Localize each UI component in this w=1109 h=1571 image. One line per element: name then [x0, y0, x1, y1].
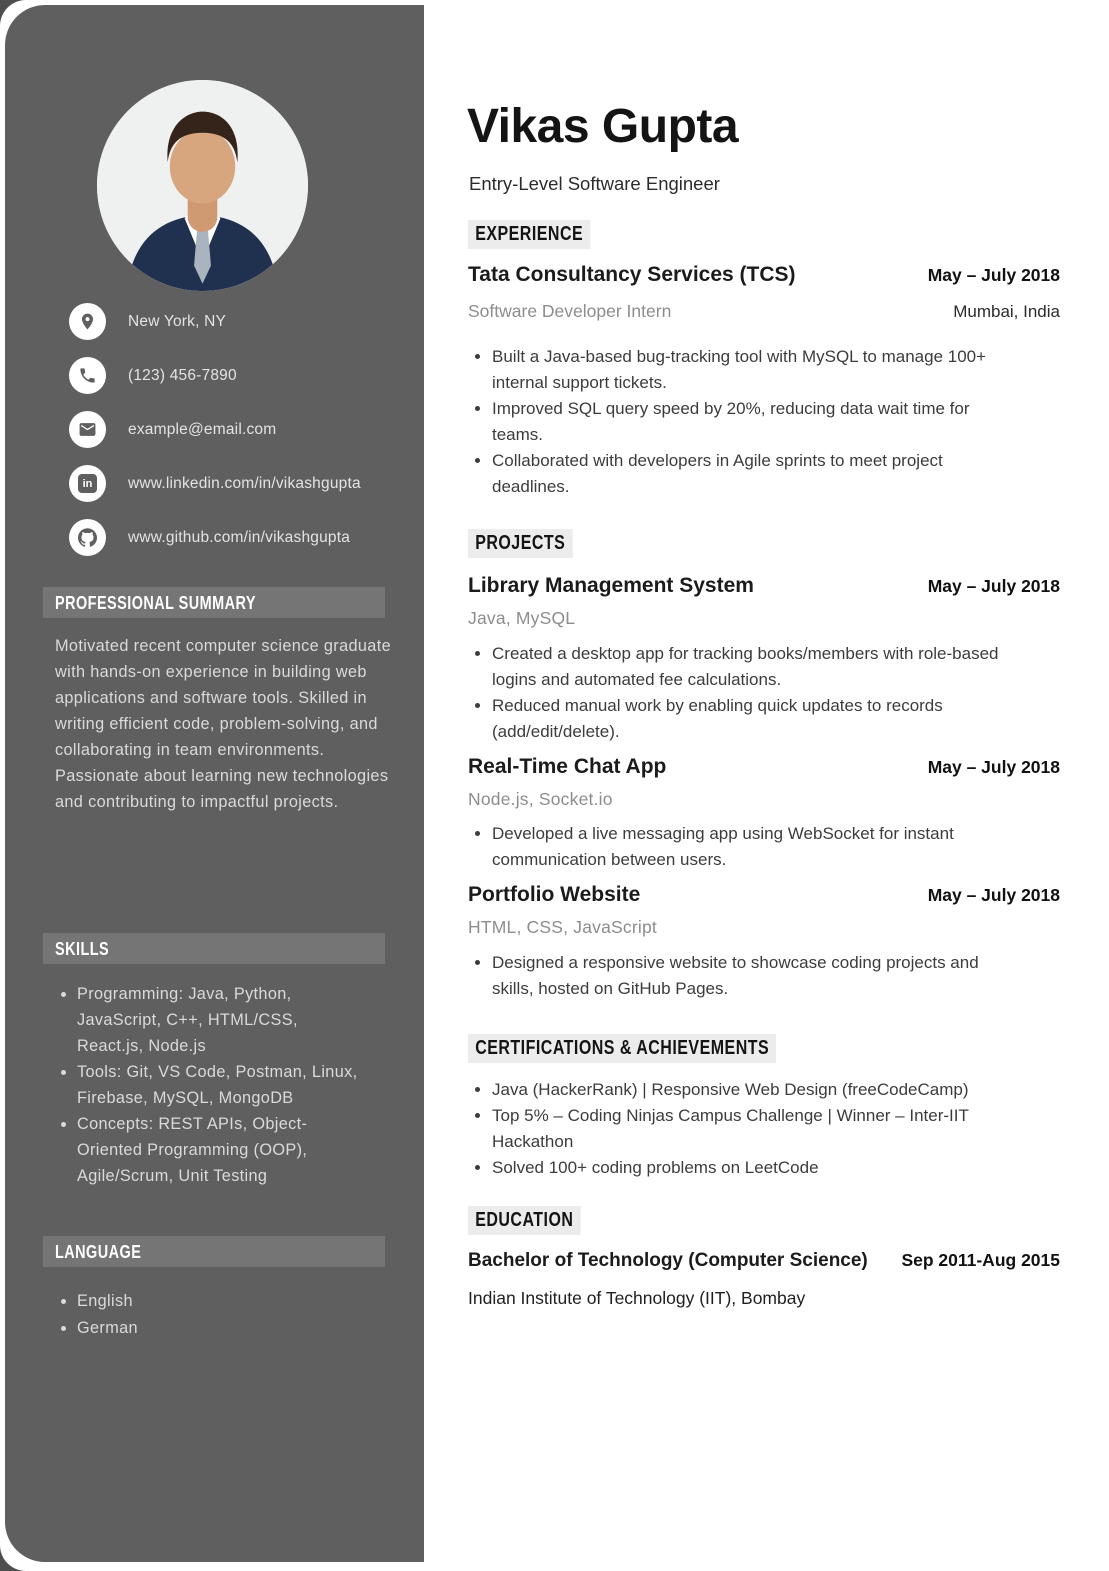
experience-bullet: • Built a Java-based bug-tracking tool with MySQL to manage 100+ internal support tickets.	[492, 344, 1017, 396]
project-bullet-list	[472, 641, 1017, 745]
project-date: May – July 2018	[927, 757, 1060, 777]
project-header	[468, 883, 1060, 907]
certification-bullet: • Solved 100+ coding problems on LeetCode	[492, 1155, 1017, 1181]
sidebar-section-language	[43, 1236, 385, 1267]
education-date: Sep 2011-Aug 2015	[901, 1250, 1060, 1270]
job-location: Mumbai, India	[953, 302, 1060, 321]
contact-row-location	[69, 303, 415, 340]
contact-row-phone	[69, 357, 415, 394]
project-bullet-list	[472, 950, 1017, 1002]
project-bullet: • Created a desktop app for tracking books/members with role-based logins and automated fee calculations.	[492, 641, 1017, 693]
project-title: Real-Time Chat App	[468, 755, 667, 778]
project-title: Library Management System	[468, 574, 754, 597]
sidebar	[5, 5, 424, 1562]
phone-icon	[69, 357, 106, 394]
project-stack: Node.js, Socket.io	[468, 789, 613, 809]
contact-row-email	[69, 411, 415, 448]
project-date: May – July 2018	[927, 885, 1060, 905]
skills-list	[61, 981, 363, 1189]
candidate-title: Entry-Level Software Engineer	[469, 173, 720, 194]
summary-section-title: PROFESSIONAL SUMMARY	[55, 592, 256, 613]
skill-item: • Tools: Git, VS Code, Postman, Linux, Firebase, MySQL, MongoDB	[77, 1059, 363, 1111]
section-header-certifications: CERTIFICATIONS & ACHIEVEMENTS	[468, 1034, 776, 1063]
experience-entry-subheader	[468, 301, 1060, 322]
sidebar-section-skills	[43, 933, 385, 964]
project-header	[468, 755, 1060, 779]
location-icon	[69, 303, 106, 340]
language-item: • German	[77, 1315, 363, 1342]
project-stack: Java, MySQL	[468, 608, 576, 628]
experience-entry-header	[468, 263, 1060, 287]
project-date: May – July 2018	[927, 576, 1060, 596]
contact-list	[69, 303, 415, 573]
section-header-experience: EXPERIENCE	[468, 220, 590, 249]
project-stack: HTML, CSS, JavaScript	[468, 917, 657, 937]
experience-date: May – July 2018	[927, 265, 1060, 285]
project-bullet: • Designed a responsive website to showcase coding projects and skills, hosted on GitHub Pages.	[492, 950, 1017, 1002]
contact-row-github	[69, 519, 415, 556]
degree-name: Bachelor of Technology (Computer Science)	[468, 1250, 868, 1271]
language-item: • English	[77, 1288, 363, 1315]
experience-bullet: • Improved SQL query speed by 20%, reducing data wait time for teams.	[492, 396, 1017, 448]
contact-linkedin-text: www.linkedin.com/in/vikashgupta	[128, 474, 361, 492]
summary-paragraph: Motivated recent computer science graduate with hands-on experience in building web applications and software tools. Skilled in writing efficient code, problem-solving, and collaborating in team environments. Passionate about learning new technologies and contributing to impactful projects.	[55, 637, 391, 811]
skill-item: • Concepts: REST APIs, Object-Oriented Programming (OOP), Agile/Scrum, Unit Testing	[77, 1111, 363, 1189]
profile-photo	[97, 80, 308, 291]
contact-github-text: www.github.com/in/vikashgupta	[128, 528, 351, 546]
skills-section-title: SKILLS	[55, 938, 110, 959]
company-name: Tata Consultancy Services (TCS)	[468, 263, 796, 286]
project-bullet-list	[472, 821, 1017, 873]
linkedin-icon: in	[69, 465, 106, 502]
section-header-projects: PROJECTS	[468, 529, 572, 558]
contact-email-text: example@email.com	[128, 420, 277, 438]
job-role: Software Developer Intern	[468, 301, 672, 321]
certification-bullet: • Java (HackerRank) | Responsive Web Design (freeCodeCamp)	[492, 1077, 1017, 1103]
contact-phone-text: (123) 456-7890	[128, 366, 237, 384]
certification-bullet: • Top 5% – Coding Ninjas Campus Challenge | Winner – Inter-IIT Hackathon	[492, 1103, 1017, 1155]
language-list	[61, 1288, 363, 1342]
language-section-title: LANGUAGE	[55, 1241, 142, 1262]
experience-bullet-list	[472, 344, 1017, 500]
experience-bullet: • Collaborated with developers in Agile sprints to meet project deadlines.	[492, 448, 1017, 500]
project-bullet: • Developed a live messaging app using WebSocket for instant communication between users.	[492, 821, 1017, 873]
section-header-education: EDUCATION	[468, 1206, 581, 1235]
profile-photo-illustration	[97, 80, 308, 291]
candidate-name: Vikas Gupta	[467, 100, 739, 153]
skill-item: • Programming: Java, Python, JavaScript, C++, HTML/CSS, React.js, Node.js	[77, 981, 363, 1059]
sidebar-section-summary	[43, 587, 385, 618]
project-header	[468, 574, 1060, 598]
school-name: Indian Institute of Technology (IIT), Bombay	[468, 1288, 806, 1308]
github-icon	[69, 519, 106, 556]
contact-row-linkedin	[69, 465, 415, 502]
education-entry-header	[468, 1250, 1060, 1272]
certifications-bullet-list	[472, 1077, 1017, 1181]
email-icon	[69, 411, 106, 448]
contact-location-text: New York, NY	[128, 312, 227, 330]
project-title: Portfolio Website	[468, 883, 641, 906]
project-bullet: • Reduced manual work by enabling quick updates to records (add/edit/delete).	[492, 693, 1017, 745]
